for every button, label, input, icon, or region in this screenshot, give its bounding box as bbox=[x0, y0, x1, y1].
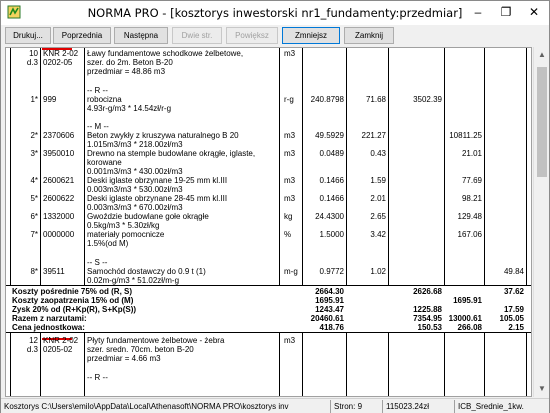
item-norm: 1.015m3/m3 * 218.00zł/m3 bbox=[87, 140, 183, 149]
item-index: 2* bbox=[30, 131, 38, 140]
item-unit: m-g bbox=[284, 267, 298, 276]
summary-value: 2664.30 bbox=[315, 287, 344, 296]
item-quantity: 0.9772 bbox=[319, 267, 344, 276]
item-norm: 0.02m-g/m3 * 51.02zł/m-g bbox=[87, 276, 180, 285]
column-border bbox=[302, 48, 303, 396]
summary-label: Zysk 20% od (R+Kp(R), S+Kp(S)) bbox=[12, 305, 137, 314]
labor-header: -- R -- bbox=[87, 373, 108, 382]
item-quantity: 240.8798 bbox=[310, 95, 344, 104]
summary-label: Koszty zaopatrzenia 15% od (M) bbox=[12, 296, 134, 305]
position-sub: d.3 bbox=[26, 345, 38, 354]
item-code: 0000000 bbox=[43, 230, 75, 239]
column-border bbox=[388, 48, 389, 396]
item-price: 1.02 bbox=[370, 267, 386, 276]
norm-code: KNR 2-02 bbox=[43, 336, 79, 345]
item-material-value: 77.69 bbox=[461, 176, 482, 185]
item-material-value: 10811.25 bbox=[449, 131, 482, 140]
preview-toolbar bbox=[1, 25, 549, 45]
norm-subcode: 0202-05 bbox=[43, 58, 73, 67]
item-quantity: 0.0489 bbox=[319, 149, 344, 158]
two-pages-button[interactable]: Dwie str. bbox=[172, 27, 222, 44]
norm-subcode: 0205-02 bbox=[43, 345, 73, 354]
item-index: 7* bbox=[30, 230, 38, 239]
item-description: materiały pomocnicze bbox=[87, 230, 165, 239]
item-code: 3950010 bbox=[43, 149, 75, 158]
item-unit: m3 bbox=[284, 131, 296, 140]
position-description: Płyty fundamentowe żelbetowe - żebra bbox=[87, 336, 225, 345]
column-border bbox=[10, 48, 11, 396]
item-index: 6* bbox=[30, 212, 38, 221]
previous-page-button[interactable]: Poprzednia bbox=[53, 27, 111, 44]
summary-labor: 150.53 bbox=[417, 323, 442, 332]
print-button[interactable]: Drukuj... bbox=[5, 27, 51, 44]
item-norm: 0.001m3/m3 * 430.00zł/m3 bbox=[87, 167, 183, 176]
position-quantity: przedmiar = 48.86 m3 bbox=[87, 67, 166, 76]
item-index: 1* bbox=[30, 95, 38, 104]
item-description: Gwoździe budowlane gołe okrągłe bbox=[87, 212, 209, 221]
position-sub: d.3 bbox=[26, 58, 38, 67]
summary-labor: 7354.95 bbox=[413, 314, 442, 323]
summary-labor: 1225.88 bbox=[413, 305, 442, 314]
item-norm: 4.93r-g/m3 * 14.54zł/r-g bbox=[87, 104, 172, 113]
column-border bbox=[40, 48, 41, 396]
summary-value: 418.76 bbox=[319, 323, 344, 332]
position-number: 12 bbox=[29, 336, 38, 345]
column-border bbox=[279, 48, 280, 396]
item-unit: m3 bbox=[284, 176, 296, 185]
item-material-value: 98.21 bbox=[461, 194, 482, 203]
item-norm: 1.5%(od M) bbox=[87, 239, 129, 248]
item-norm: 0.5kg/m3 * 5.30zł/kg bbox=[87, 221, 160, 230]
summary-value: 20460.61 bbox=[310, 314, 344, 323]
item-price: 71.68 bbox=[365, 95, 386, 104]
item-price: 0.43 bbox=[370, 149, 386, 158]
summary-equipment: 105.05 bbox=[499, 314, 524, 323]
vertical-scrollbar[interactable] bbox=[533, 47, 549, 397]
close-window-button[interactable]: ✕ bbox=[528, 5, 540, 19]
summary-equipment: 37.62 bbox=[503, 287, 524, 296]
item-equipment-value: 49.84 bbox=[503, 267, 524, 276]
item-index: 3* bbox=[30, 149, 38, 158]
minimize-button[interactable]: – bbox=[474, 5, 482, 19]
restore-button[interactable]: ❐ bbox=[500, 5, 512, 19]
zoom-in-button[interactable]: Powiększ bbox=[226, 27, 278, 44]
item-quantity: 0.1466 bbox=[319, 176, 344, 185]
close-preview-button[interactable]: Zamknij bbox=[344, 27, 394, 44]
position-description: szer. do 2m. Beton B-20 bbox=[87, 58, 173, 67]
item-material-value: 21.01 bbox=[461, 149, 482, 158]
summary-label: Razem z narzutami: bbox=[12, 314, 87, 323]
zoom-out-button[interactable]: Zmniejsz bbox=[282, 27, 340, 44]
item-price: 2.01 bbox=[370, 194, 386, 203]
item-unit: % bbox=[284, 230, 292, 239]
item-unit: m3 bbox=[284, 194, 296, 203]
item-labor-value: 3502.39 bbox=[413, 95, 442, 104]
position-unit: m3 bbox=[284, 336, 296, 345]
item-code: 39511 bbox=[43, 267, 65, 276]
item-unit: m3 bbox=[284, 149, 296, 158]
position-description: szer. sredn. 70cm. beton B-20 bbox=[87, 345, 194, 354]
item-description: Deski iglaste obrzynane 28-45 mm kl.III bbox=[87, 194, 228, 203]
summary-material: 266.08 bbox=[457, 323, 482, 332]
title-bar bbox=[1, 1, 549, 25]
item-description: Samochód dostawczy do 0.9 t (1) bbox=[87, 267, 206, 276]
next-page-button[interactable]: Następna bbox=[114, 27, 168, 44]
item-index: 5* bbox=[30, 194, 38, 203]
summary-label: Cena jednostkowa: bbox=[12, 323, 85, 332]
column-border bbox=[484, 48, 485, 396]
item-material-value: 129.48 bbox=[457, 212, 482, 221]
item-description: Deski iglaste obrzynane 19-25 mm kl.III bbox=[87, 176, 228, 185]
item-quantity: 49.5929 bbox=[315, 131, 344, 140]
column-border bbox=[84, 48, 85, 396]
summary-equipment: 17.59 bbox=[503, 305, 524, 314]
status-bar bbox=[1, 398, 549, 413]
item-quantity: 0.1466 bbox=[319, 194, 344, 203]
status-page-count: Stron: 9 bbox=[331, 400, 383, 413]
summary-equipment: 2.15 bbox=[508, 323, 524, 332]
status-file-path: Kosztorys C:\Users\emilo\AppData\Local\Athenasoft\NORMA PRO\kosztorys inv bbox=[1, 400, 331, 413]
column-border bbox=[346, 48, 347, 396]
column-border bbox=[526, 48, 527, 396]
status-total-value: 115023.24zł bbox=[383, 400, 455, 413]
item-unit: r-g bbox=[284, 95, 294, 104]
summary-material: 13000.61 bbox=[448, 314, 482, 323]
item-code: 2600622 bbox=[43, 194, 75, 203]
position-quantity: przedmiar = 4.66 m3 bbox=[87, 354, 161, 363]
item-code: 1332000 bbox=[43, 212, 75, 221]
equipment-header: -- S -- bbox=[87, 258, 108, 267]
item-code: 999 bbox=[43, 95, 57, 104]
item-price: 2.65 bbox=[370, 212, 386, 221]
summary-material: 1695.91 bbox=[453, 296, 482, 305]
item-norm: 0.003m3/m3 * 530.00zł/m3 bbox=[87, 185, 183, 194]
item-description: robocizna bbox=[87, 95, 122, 104]
materials-header: -- M -- bbox=[87, 122, 109, 131]
item-index: 8* bbox=[30, 267, 38, 276]
scroll-up-arrow-icon[interactable]: ▲ bbox=[538, 50, 546, 59]
status-price-base: ICB_Srednie_1kw. bbox=[458, 402, 524, 411]
item-norm: 0.003m3/m3 * 670.00zł/m3 bbox=[87, 203, 183, 212]
item-price: 3.42 bbox=[370, 230, 386, 239]
item-code: 2370606 bbox=[43, 131, 75, 140]
position-unit: m3 bbox=[284, 49, 296, 58]
scroll-down-arrow-icon[interactable]: ▼ bbox=[538, 384, 546, 393]
position-separator bbox=[6, 332, 532, 333]
item-description: Drewno na stemple budowlane okrągłe, iglaste, korowane bbox=[87, 149, 256, 167]
item-code: 2600621 bbox=[43, 176, 75, 185]
window-title: NORMA PRO - [kosztorys inwestorski nr1_fundamenty:przedmiar] bbox=[87, 6, 463, 20]
item-price: 221.27 bbox=[361, 131, 386, 140]
summary-value: 1695.91 bbox=[315, 296, 344, 305]
item-price: 1.59 bbox=[370, 176, 386, 185]
norm-code: KNR 2-02 bbox=[43, 49, 79, 58]
labor-header: -- R -- bbox=[87, 86, 108, 95]
item-index: 4* bbox=[30, 176, 38, 185]
print-preview-page bbox=[5, 47, 532, 397]
summary-value: 1243.47 bbox=[315, 305, 344, 314]
position-number: 10 bbox=[29, 49, 38, 58]
position-description: Ławy fundamentowe schodkowe żelbetowe, bbox=[87, 49, 244, 58]
item-quantity: 1.5000 bbox=[319, 230, 344, 239]
item-description: Beton zwykły z kruszywa naturalnego B 20 bbox=[87, 131, 239, 140]
scrollbar-thumb[interactable] bbox=[537, 67, 547, 177]
item-unit: kg bbox=[284, 212, 293, 221]
summary-label: Koszty pośrednie 75% od (R, S) bbox=[12, 287, 133, 296]
item-material-value: 167.06 bbox=[457, 230, 482, 239]
column-border bbox=[444, 48, 445, 396]
item-quantity: 24.4300 bbox=[315, 212, 344, 221]
summary-labor: 2626.68 bbox=[413, 287, 442, 296]
